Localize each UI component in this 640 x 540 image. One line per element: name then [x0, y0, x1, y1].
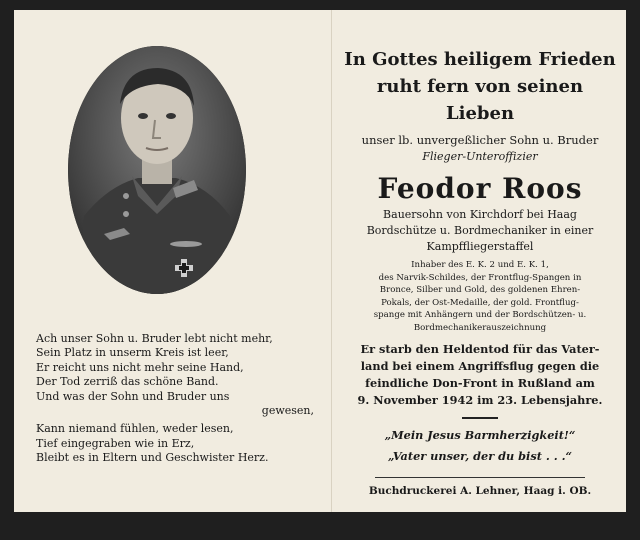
role-text-1: Bordschütze u. Bordmechaniker in einer — [366, 224, 594, 237]
poem-line: Er reicht uns nicht mehr seine Hand, — [36, 360, 244, 374]
divider — [462, 417, 498, 419]
deceased-name: Feodor Roos — [377, 172, 583, 205]
awards-line: Inhaber des E. K. 2 und E. K. 1, — [411, 260, 549, 270]
poem-line: gewesen, — [261, 404, 314, 418]
poem-line: Der Tod zerriß das schöne Band. — [36, 375, 219, 389]
poem-line: Ach unser Sohn u. Bruder lebt nicht mehr, — [36, 332, 273, 345]
intro-text: unser lb. unvergeßlicher Sohn u. Bruder — [361, 133, 599, 147]
poem-line: Bleibt es in Eltern und Geschwister Herz. — [36, 451, 269, 465]
death-text — [342, 341, 618, 409]
origin-text: Bauersohn von Kirchdorf bei Haag — [383, 208, 577, 221]
death-line: Er starb den Heldentod für das Vater- — [360, 341, 600, 356]
awards-line: Bordmechanikerauszeichnung — [413, 322, 547, 333]
memorial-poem — [36, 332, 314, 466]
poem-line: Und was der Sohn und Bruder uns — [36, 389, 230, 403]
portrait-photo — [68, 46, 246, 294]
poem-line: Sein Platz in unserm Kreis ist leer, — [36, 346, 229, 360]
heading-line-2: ruht fern von seinen Lieben — [376, 76, 584, 124]
prayer-quote-1: „Mein Jesus Barmherzigkeit!“ — [384, 427, 576, 442]
death-line: 9. November 1942 im 23. Lebensjahre. — [357, 392, 603, 407]
portrait-illustration — [68, 46, 246, 294]
awards-line: Bronce, Silber und Gold, des goldenen Ehren- — [379, 285, 581, 296]
prayer-quote-2: „Vater unser, der du bist . . .“ — [387, 448, 573, 463]
poem-line: Tief eingegraben wie in Erz, — [36, 436, 195, 450]
awards-line: spange mit Anhängern und der Bordschützen- u. — [373, 310, 587, 321]
awards-text — [342, 259, 618, 335]
printer-credit: Buchdruckerei A. Lehner, Haag i. OB. — [368, 484, 592, 497]
rank-text: Flieger-Unteroffizier — [422, 150, 538, 163]
heading-line-1: In Gottes heiligem Frieden — [344, 49, 616, 70]
poem-line: Kann niemand fühlen, weder lesen, — [36, 422, 234, 436]
awards-line: des Narvik-Schildes, der Frontflug-Spangen in — [378, 272, 582, 283]
divider — [375, 477, 585, 478]
death-line: feindliche Don-Front in Rußland am — [365, 375, 595, 390]
memorial-card — [14, 10, 626, 512]
role-text-2: Kampffliegerstaffel — [426, 240, 534, 253]
death-line: land bei einem Angriffsflug gegen die — [360, 358, 600, 373]
right-panel — [332, 10, 626, 512]
awards-line: Pokals, der Ost-Medaille, der gold. Frontflug- — [381, 297, 579, 308]
left-panel — [14, 10, 332, 512]
